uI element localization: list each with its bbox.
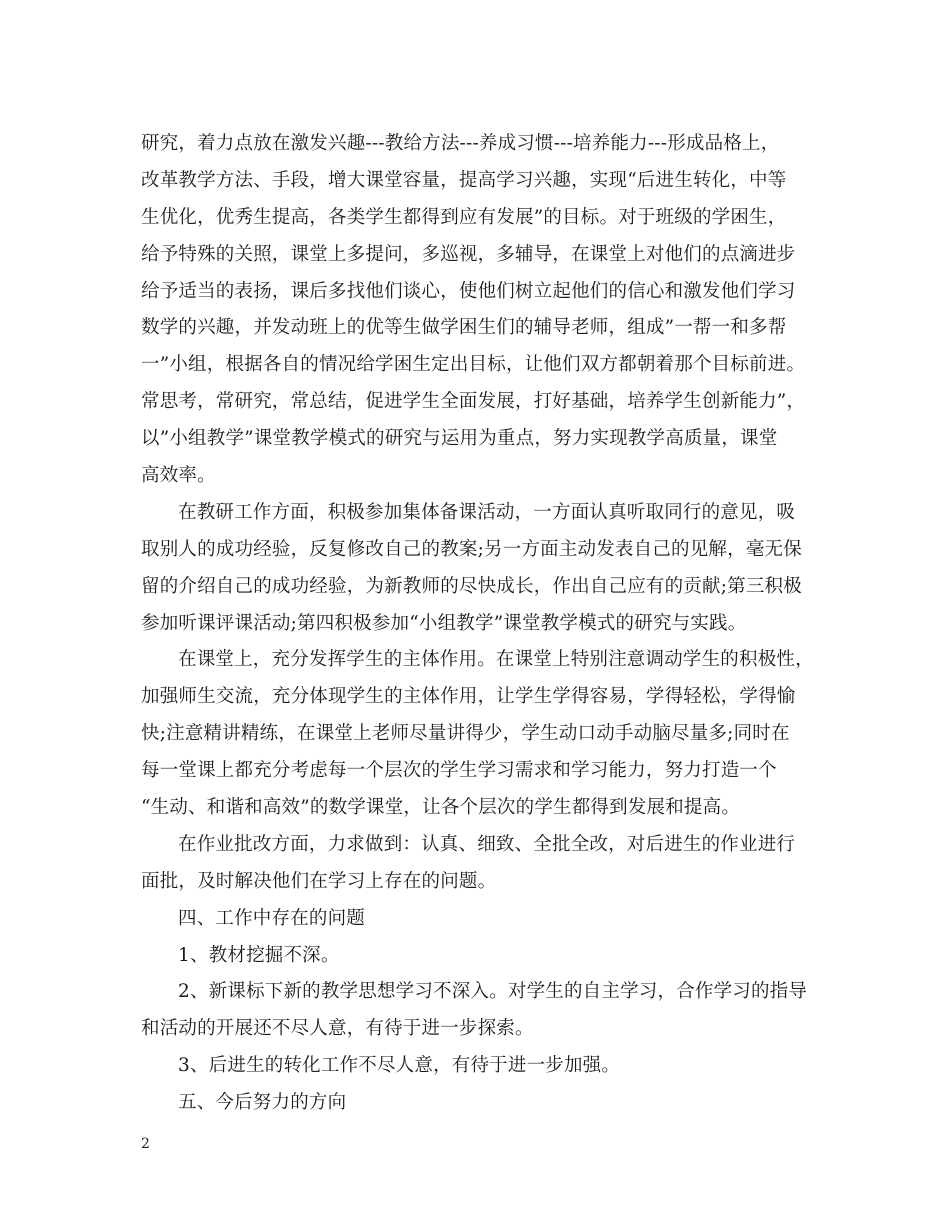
text-line: 数学的兴趣，并发动班上的优等生做学困生们的辅导老师，组成”一帮一和多帮 (141, 317, 787, 339)
text-line: 取别人的成功经验，反复修改自己的教案;另一方面主动发表自己的见解，毫无保 (141, 538, 802, 560)
text-line: 留的介绍自己的成功经验，为新教师的尽快成长，作出自己应有的贡献;第三积极 (141, 575, 802, 597)
text-line: 改革教学方法、手段，增大课堂容量，提高学习兴趣，实现“后进生转化，中等 (141, 169, 787, 191)
page-number: 2 (141, 1136, 150, 1152)
text-line: 常思考，常研究，常总结，促进学生全面发展，打好基础，培养学生创新能力”， (141, 391, 806, 413)
text-line: 给予适当的表扬，课后多找他们谈心，使他们树立起他们的信心和激发他们学习 (141, 280, 796, 302)
text-line: 高效率。 (141, 465, 216, 487)
text-line: “生动、和谐和高效”的数学课堂，让各个层次的学生都得到发展和提高。 (141, 797, 741, 819)
text-line: 一”小组，根据各自的情况给学困生定出目标，让他们双方都朝着那个目标前进。 (141, 354, 806, 376)
text-line: 参加听课评课活动;第四积极参加“小组教学”课堂教学模式的研究与实践。 (141, 612, 747, 634)
text-line: 每一堂课上都充分考虑每一个层次的学生学习需求和学习能力，努力打造一个 (141, 760, 777, 782)
list-item: 1、教材挖掘不深。 (178, 944, 340, 966)
text-line: 和活动的开展还不尽人意，有待于进一步探索。 (141, 1018, 534, 1040)
paragraph-start-line: 在教研工作方面，积极参加集体备课活动，一方面认真听取同行的意见，吸 (178, 501, 796, 523)
text-line: 研究，着力点放在激发兴趣---教给方法---养成习惯---培养能力---形成品格上， (141, 133, 780, 154)
text-line: 面批，及时解决他们在学习上存在的问题。 (141, 870, 497, 892)
text-line: 快;注意精讲精练，在课堂上老师尽量讲得少，学生动口动手动脑尽量多;同时在 (141, 723, 790, 745)
text-line: 加强师生交流，充分体现学生的主体作用，让学生学得容易，学得轻松，学得愉 (141, 686, 796, 708)
section-heading: 五、今后努力的方向 (178, 1092, 347, 1114)
list-item: 2、新课标下新的教学思想学习不深入。对学生的自主学习，合作学习的指导 (178, 981, 808, 1003)
text-line: 生优化，优秀生提高，各类学生都得到应有发展”的目标。对于班级的学困生， (141, 206, 787, 228)
paragraph-start-line: 在课堂上，充分发挥学生的主体作用。在课堂上特别注意调动学生的积极性， (178, 649, 814, 671)
body-text (141, 126, 814, 1122)
paragraph-start-line: 在作业批改方面，力求做到：认真、细致、全批全改，对后进生的作业进行 (178, 833, 796, 855)
text-line: 给予特殊的关照，课堂上多提问，多巡视，多辅导，在课堂上对他们的点滴进步 (141, 243, 796, 265)
text-line: 以”小组教学”课堂教学模式的研究与运用为重点，努力实现教学高质量，课堂 (141, 428, 778, 450)
list-item: 3、后进生的转化工作不尽人意，有待于进一步加强。 (178, 1055, 621, 1077)
section-heading: 四、工作中存在的问题 (178, 907, 366, 929)
